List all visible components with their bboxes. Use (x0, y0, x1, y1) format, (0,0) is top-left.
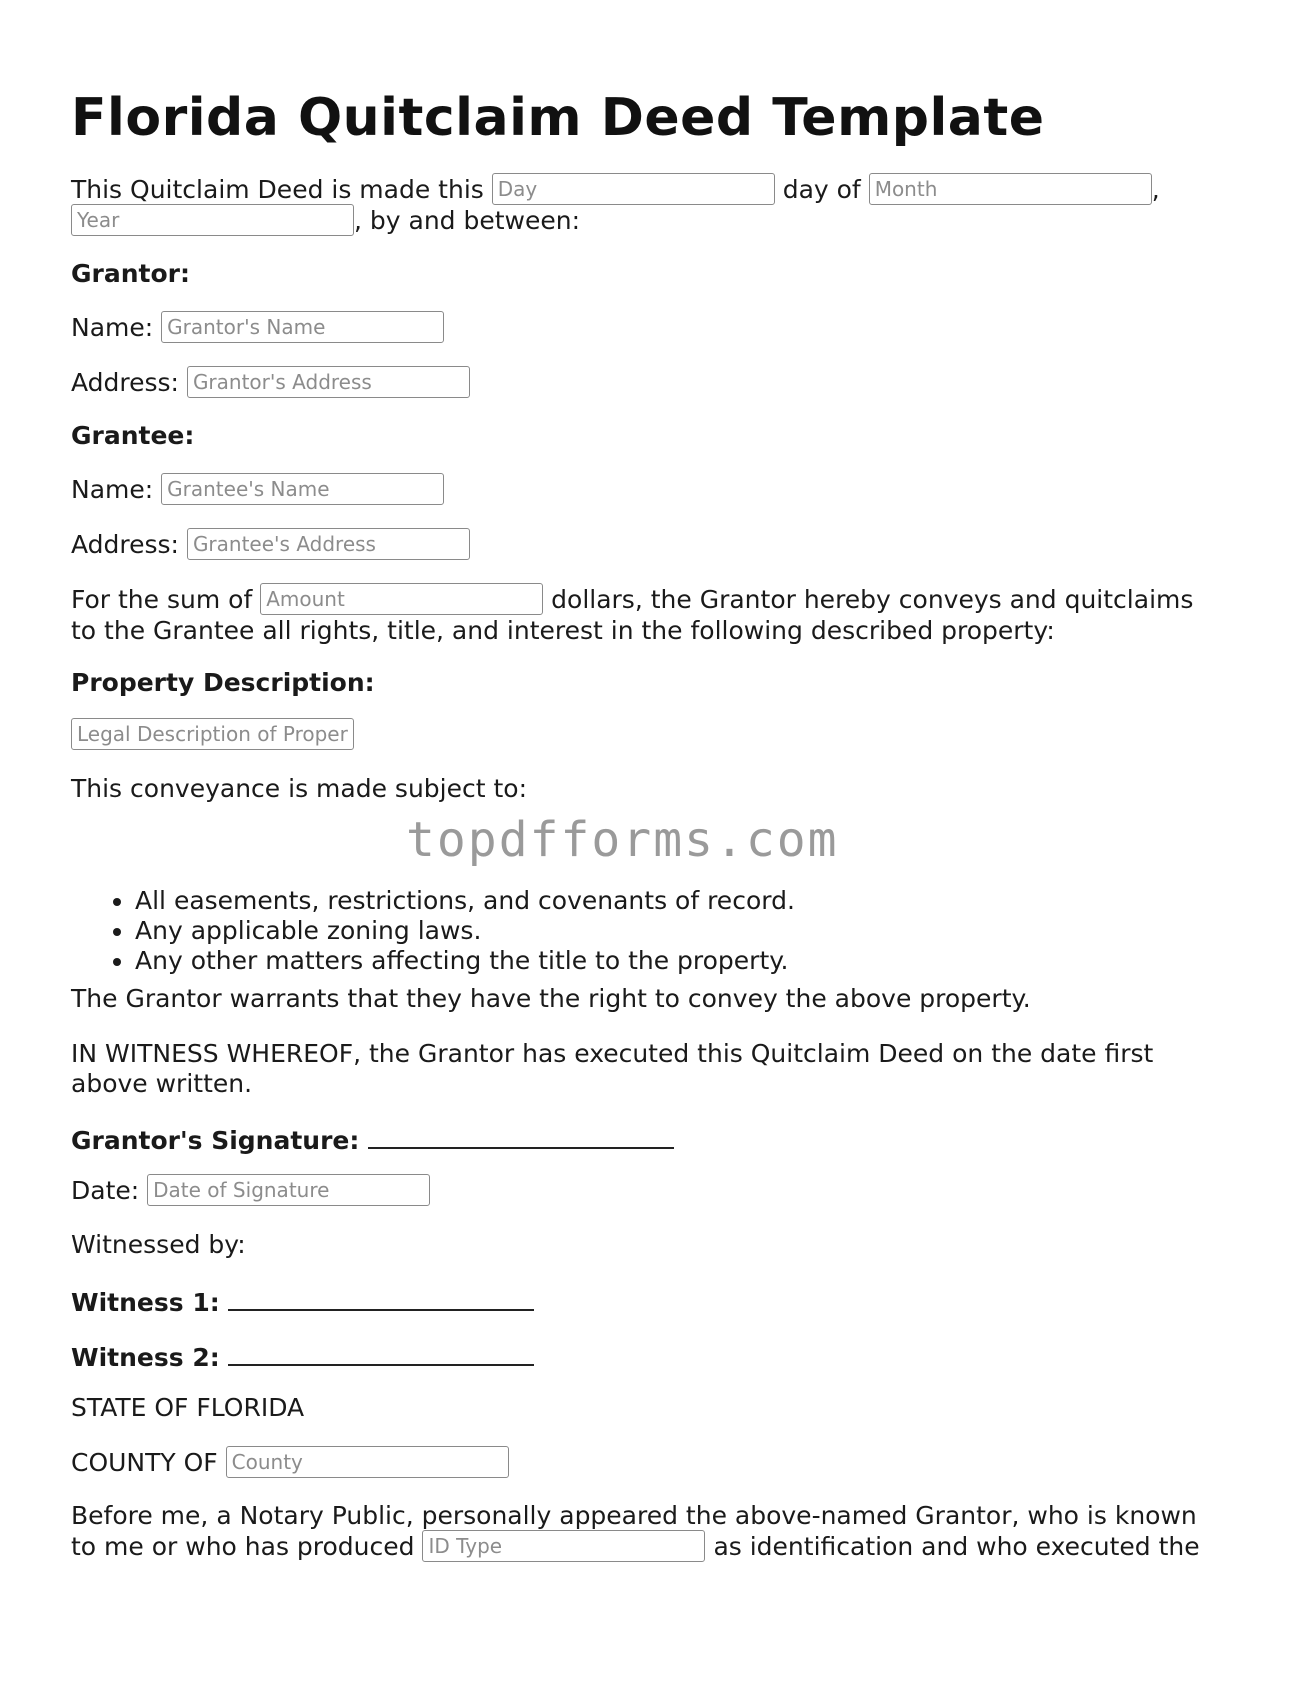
county-row (71, 1447, 509, 1479)
grantor-name-label: Name: (71, 313, 154, 342)
consideration-line-2: to the Grantee all rights, title, and interest in the following described property: (71, 616, 1055, 645)
witness-clause-line-2: above written. (71, 1069, 253, 1098)
witness-1-label: Witness 1: (71, 1288, 220, 1317)
intro-line-2 (71, 205, 580, 237)
day-of-text: day of (782, 175, 861, 204)
notary-line-2 (71, 1531, 1200, 1563)
month-input[interactable] (869, 173, 1152, 205)
witness-2-label: Witness 2: (71, 1343, 220, 1372)
list-item: • All easements, restrictions, and covenants of record. (135, 886, 795, 916)
by-and-between-text: , by and between: (354, 206, 581, 235)
grantee-name-input[interactable] (161, 473, 444, 505)
grantor-heading: Grantor: (71, 259, 190, 288)
witness-2-row (71, 1338, 534, 1374)
grantor-signature-row (71, 1121, 674, 1157)
consideration-prefix: For the sum of (71, 585, 253, 614)
grantor-signature-line[interactable] (368, 1121, 674, 1149)
amount-input[interactable] (260, 583, 543, 615)
conditions-list (71, 886, 795, 976)
intro-comma: , (1151, 175, 1160, 204)
grantor-name-input[interactable] (161, 311, 444, 343)
id-type-input[interactable] (422, 1530, 705, 1562)
witness-1-signature-line[interactable] (228, 1283, 534, 1311)
witnessed-by-text: Witnessed by: (71, 1230, 246, 1259)
county-label: COUNTY OF (71, 1448, 218, 1477)
grantor-address-input[interactable] (187, 366, 470, 398)
county-input[interactable] (226, 1446, 509, 1478)
consideration-line-1 (71, 584, 1193, 616)
property-description-input[interactable] (71, 718, 354, 750)
property-row (71, 719, 354, 751)
page-title: Florida Quitclaim Deed Template (71, 88, 1045, 148)
warranty-text: The Grantor warrants that they have the right to convey the above property. (71, 984, 1031, 1013)
witness-1-row (71, 1283, 534, 1319)
notary-line-2-prefix: to me or who has produced (71, 1532, 415, 1561)
list-item: • Any other matters affecting the title to the property. (135, 946, 795, 976)
property-heading: Property Description: (71, 668, 375, 697)
signature-date-label: Date: (71, 1176, 140, 1205)
grantor-name-row (71, 312, 444, 344)
subject-to-text: This conveyance is made subject to: (71, 774, 527, 803)
grantor-signature-label: Grantor's Signature: (71, 1126, 360, 1155)
state-text: STATE OF FLORIDA (71, 1393, 305, 1422)
year-input[interactable] (71, 204, 354, 236)
grantee-heading: Grantee: (71, 421, 195, 450)
list-item: • Any applicable zoning laws. (135, 916, 795, 946)
grantor-address-row (71, 367, 470, 399)
signature-date-row (71, 1175, 430, 1207)
notary-line-1: Before me, a Notary Public, personally appeared the above-named Grantor, who is known (71, 1501, 1197, 1530)
grantee-name-label: Name: (71, 475, 154, 504)
signature-date-input[interactable] (147, 1174, 430, 1206)
grantee-address-row (71, 529, 470, 561)
consideration-suffix: dollars, the Grantor hereby conveys and quitclaims (551, 585, 1194, 614)
witness-clause-line-1: IN WITNESS WHEREOF, the Grantor has executed this Quitclaim Deed on the date first (71, 1039, 1154, 1068)
witness-2-signature-line[interactable] (228, 1338, 534, 1366)
grantee-address-label: Address: (71, 530, 179, 559)
grantor-address-label: Address: (71, 368, 179, 397)
day-input[interactable] (492, 173, 775, 205)
watermark: topdfforms.com (406, 812, 839, 868)
intro-prefix: This Quitclaim Deed is made this (71, 175, 484, 204)
notary-line-2-suffix: as identification and who executed the (713, 1532, 1200, 1561)
intro-line-1 (71, 174, 1160, 206)
grantee-address-input[interactable] (187, 528, 470, 560)
grantee-name-row (71, 474, 444, 506)
